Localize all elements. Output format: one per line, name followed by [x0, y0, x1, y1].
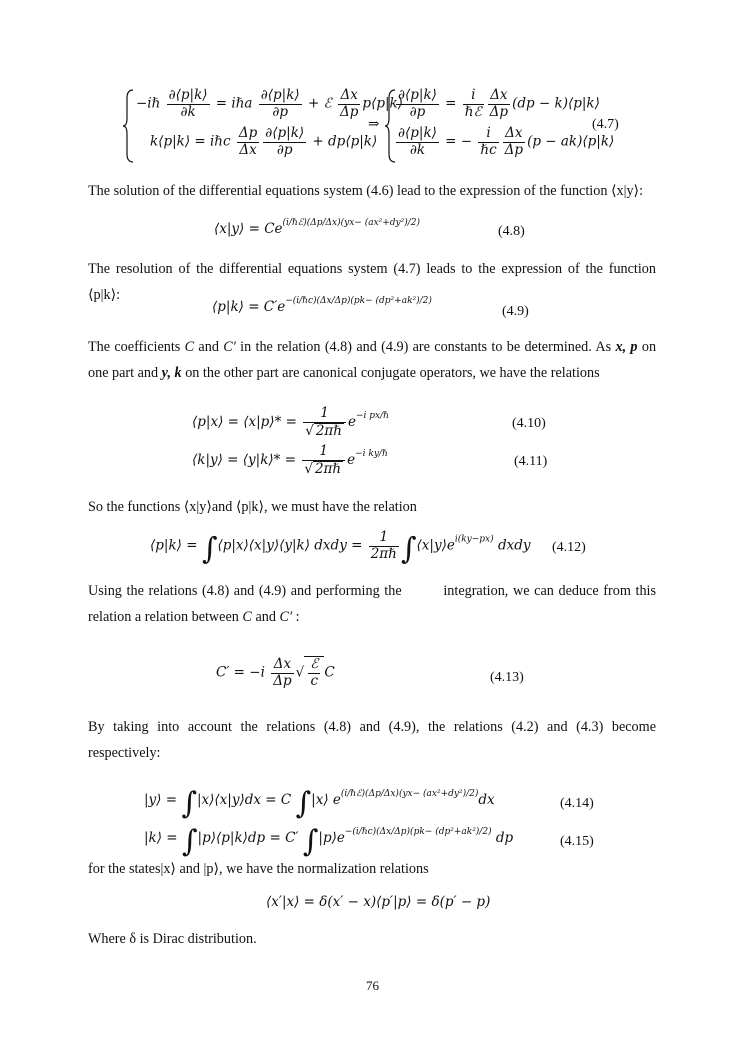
paragraph-2: The resolution of the differential equations system (4.7) leads to the expression of the function ⟨p|k⟩:	[88, 261, 656, 303]
paragraph-4: So the functions ⟨x|y⟩and ⟨p|k⟩, we must have the relation	[88, 499, 417, 515]
eq-4-8-number: (4.8)	[498, 224, 525, 239]
paragraph-3: The coefficients C and C′ in the relation (4.8) and (4.9) are constants to be determined. As x, p on one part and y, k on the other part are canonical conjugate operators, we have the relations	[88, 339, 657, 381]
eq-4-7-right-line1: $\frac{\partial⟨p|k⟩}{\partial p}$ = $\frac{i}{\text{ℏℰ}}$ $\frac{\Delta x}{\Delta p}$ (dp − k)⟨p|k⟩	[398, 87, 600, 120]
page-number: 76	[366, 978, 379, 993]
eq-4-7-number: (4.7)	[592, 117, 619, 132]
equation-4-11: ⟨k|y⟩ = ⟨y|k⟩* = $\frac{1}{\text{√ 2πℏ}}$ $e^{-i ky/\hbar}$	[192, 443, 388, 477]
equation-4-14: |y⟩ = ∫|x⟩⟨x|y⟩dx = C ∫|x⟩ $e^{(i/\hbar ℰ)(\Delta p/\Delta x)(yx- (ax^2+dy^2)/2)}dx$	[144, 786, 495, 821]
paragraph-6: By taking into account the relations (4.8) and (4.9), the relations (4.2) and (4.3) become respectively:	[88, 719, 656, 761]
equation-4-10: ⟨p|x⟩ = ⟨x|p⟩* = $\frac{1}{\text{√ 2πℏ}}$ $e^{-i px/\hbar}$	[192, 405, 389, 439]
eq-4-10-number: (4.10)	[512, 416, 546, 431]
eq-4-7-right-line2: $\frac{\partial⟨p|k⟩}{\partial k}$ = − $\frac{i}{\text{ℏc}}$ $\frac{\Delta x}{\Delta p}$ (p − ak)⟨p|k⟩	[398, 125, 615, 158]
eq-4-11-number: (4.11)	[514, 454, 548, 469]
eq-4-9-number: (4.9)	[502, 304, 529, 319]
paragraph-7: for the states|x⟩ and |p⟩, we have the normalization relations	[88, 861, 429, 877]
eq-4-14-number: (4.14)	[560, 796, 594, 811]
equation-4-7	[122, 86, 662, 166]
eq-4-7-left-line2: k⟨p|k⟩ = iℏc $\frac{\Delta p}{\Delta x}$ $\frac{\partial⟨p|k⟩}{\partial p}$ + dp⟨p|k⟩	[150, 125, 378, 158]
equation-4-12: ⟨p|k⟩ = ∫⟨p|x⟩⟨x|y⟩⟨y|k⟩ dxdy = $\frac{1}{\text{2πℏ}}$ $\int⟨x|y⟩e^{i(ky-px)}$ dxdy	[150, 529, 531, 567]
equation-4-9: ⟨p|k⟩ = $C'e^{-(i/\hbar c)(\Delta x/\Delta p)(pk- (dp^2+ak^2)/2)}$	[212, 296, 432, 315]
eq-4-13-number: (4.13)	[490, 670, 524, 685]
eq-4-12-number: (4.12)	[552, 540, 586, 555]
paragraph-1: The solution of the differential equations system (4.6) lead to the expression of the function ⟨x|y⟩:	[88, 183, 644, 199]
eq-4-15-number: (4.15)	[560, 834, 594, 849]
equation-4-13: C′ = −i $\frac{\Delta x}{\Delta p}$ √ $\frac{\text{ℰ}}{c}$ C	[216, 656, 335, 689]
implies-arrow: ⇒	[368, 116, 380, 132]
paragraph-5: Using the relations (4.8) and (4.9) and performing the integration, we can deduce from this relation a relation between C and C′ :	[88, 583, 656, 625]
equation-4-8: ⟨x|y⟩ = $Ce^{(i/\hbar ℰ)(\Delta p/\Delta x)(yx- (ax^2+dy^2)/2)}$	[214, 218, 421, 237]
paragraph-8: Where δ is Dirac distribution.	[88, 931, 257, 947]
eq-4-7-left-line1: −iℏ $\frac{\partial⟨p|k⟩}{\partial k}$ = iℏa $\frac{\partial⟨p|k⟩}{\partial p}$ + ℰ $\frac{\Delta x}{\Delta p}$ p⟨p|k⟩	[136, 87, 403, 120]
equation-4-15: |k⟩ = ∫|p⟩⟨p|k⟩dp = C′ $\int|p⟩e^{-(i/\hbar c)(\Delta x/\Delta p)(pk- (dp^2+ak^2)/2)}$ dp	[144, 824, 514, 859]
normalization-equation: ⟨x′|x⟩ = δ(x′ − x)⟨p′|p⟩ = δ(p′ − p)	[266, 894, 491, 910]
left-brace	[122, 88, 134, 164]
